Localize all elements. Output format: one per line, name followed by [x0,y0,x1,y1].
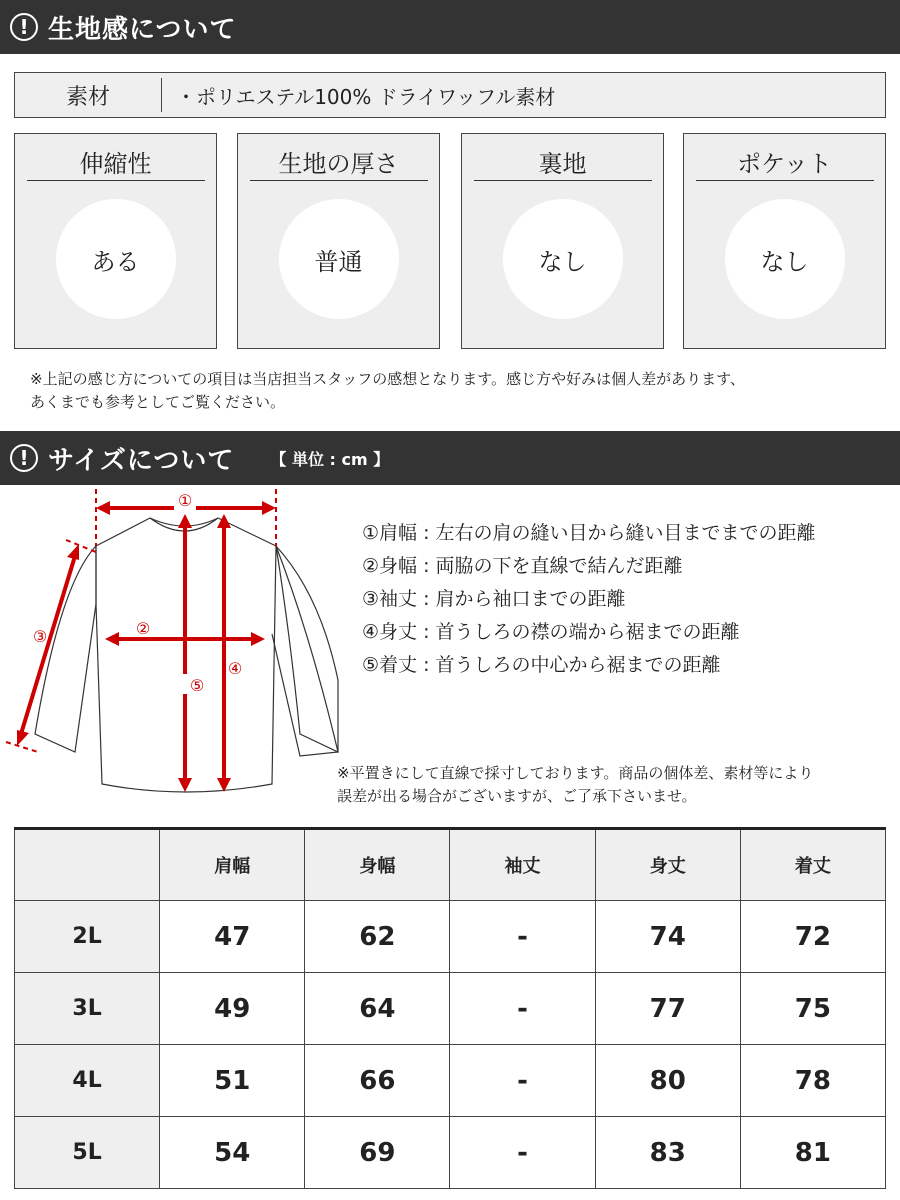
shirt-measurement-diagram [0,484,345,804]
marker-4: ④ [227,659,243,678]
feature-value: ある [56,199,176,319]
feature-title: 裏地 [538,150,587,178]
table-cell: 74 [595,901,740,973]
table-cell: 66 [305,1045,450,1117]
size-section-header [0,431,900,485]
table-cell: 62 [305,901,450,973]
arrowhead [96,501,110,515]
table-cell: 54 [160,1117,305,1189]
feature-card-lining [461,133,664,349]
table-cell: 51 [160,1045,305,1117]
table-row [15,901,886,973]
table-cell: 81 [740,1117,885,1189]
feature-value: なし [725,199,845,319]
fabric-section-header [0,0,900,54]
divider [474,180,652,181]
fabric-note-line2: あくまでも参考としてご覧ください。 [30,393,286,411]
fabric-section-title: 生地感について [48,14,237,45]
table-cell: 69 [305,1117,450,1189]
table-cell: 72 [740,901,885,973]
table-header-corner [15,829,160,901]
table-cell: - [450,1117,595,1189]
table-header-body-length: 身丈 [595,829,740,901]
marker-3: ③ [32,627,48,646]
marker-1: ① [177,491,193,510]
table-cell: 80 [595,1045,740,1117]
exclamation-icon: ! [10,444,38,472]
table-cell: 49 [160,973,305,1045]
table-header-row [15,829,886,901]
size-section-title: サイズについて [48,445,235,476]
table-row [15,1117,886,1189]
table-cell: 83 [595,1117,740,1189]
size-label: 2L [15,901,160,973]
marker-2: ② [135,619,151,638]
table-cell: - [450,1045,595,1117]
definition-sleeve: ③袖丈 : 肩から袖口までの距離 [362,588,626,610]
feature-card-pocket [683,133,886,349]
table-cell: 77 [595,973,740,1045]
arrowhead [67,544,79,560]
table-row [15,1045,886,1117]
marker-5: ⑤ [189,676,205,695]
table-header-body-width: 身幅 [305,829,450,901]
arrowhead [105,632,119,646]
table-cell: 64 [305,973,450,1045]
sleeve-guide-top [66,540,96,552]
size-label: 4L [15,1045,160,1117]
divider [696,180,874,181]
arrowhead [17,730,29,746]
table-header-shoulder: 肩幅 [160,829,305,901]
feature-card-thickness [237,133,440,349]
table-cell: - [450,973,595,1045]
feature-value: なし [503,199,623,319]
material-row [14,72,886,118]
material-label: 素材 [65,84,110,110]
feature-title: 生地の厚さ [278,150,399,178]
exclamation-icon: ! [10,13,38,41]
arrowhead [251,632,265,646]
sleeve-arrow [21,556,75,734]
size-label: 3L [15,973,160,1045]
unit-label: 【 単位 : cm 】 [270,449,390,469]
fabric-note [30,368,745,414]
size-note-line2: 誤差が出る場合がございますが、ご了承下さいませ。 [337,787,697,805]
table-cell: 78 [740,1045,885,1117]
material-divider [161,78,162,112]
table-header-center-length: 着丈 [740,829,885,901]
feature-value: 普通 [279,199,399,319]
feature-title: 伸縮性 [79,150,152,178]
divider [250,180,428,181]
size-label: 5L [15,1117,160,1189]
feature-card-stretch [14,133,217,349]
size-note [337,762,813,808]
material-value: ・ポリエステル100% ドライワッフル素材 [176,84,556,109]
sleeve-guide-bottom [6,742,38,752]
definition-shoulder: ①肩幅 : 左右の肩の縫い目から縫い目までまでの距離 [362,522,816,544]
measurement-definitions [362,517,816,682]
fabric-note-line1: ※上記の感じ方についての項目は当店担当スタッフの感想となります。感じ方や好みは個人差があります、 [30,370,745,388]
definition-center-length: ⑤着丈 : 首うしろの中心から裾までの距離 [362,654,721,676]
arrowhead [178,778,192,792]
table-cell: 75 [740,973,885,1045]
size-note-line1: ※平置きにして直線で採寸しております。商品の個体差、素材等により [337,764,814,782]
divider [27,180,205,181]
shirt-right-sleeve [272,546,338,756]
table-header-sleeve: 袖丈 [450,829,595,901]
arrowhead [217,514,231,528]
table-cell: - [450,901,595,973]
feature-title: ポケット [737,150,832,178]
size-table [14,827,886,1189]
definition-body-length: ④身丈 : 首うしろの襟の端から裾までの距離 [362,621,740,643]
arrowhead [262,501,276,515]
arrowhead [178,514,192,528]
definition-body-width: ②身幅 : 両脇の下を直線で結んだ距離 [362,555,683,577]
table-cell: 47 [160,901,305,973]
table-row [15,973,886,1045]
